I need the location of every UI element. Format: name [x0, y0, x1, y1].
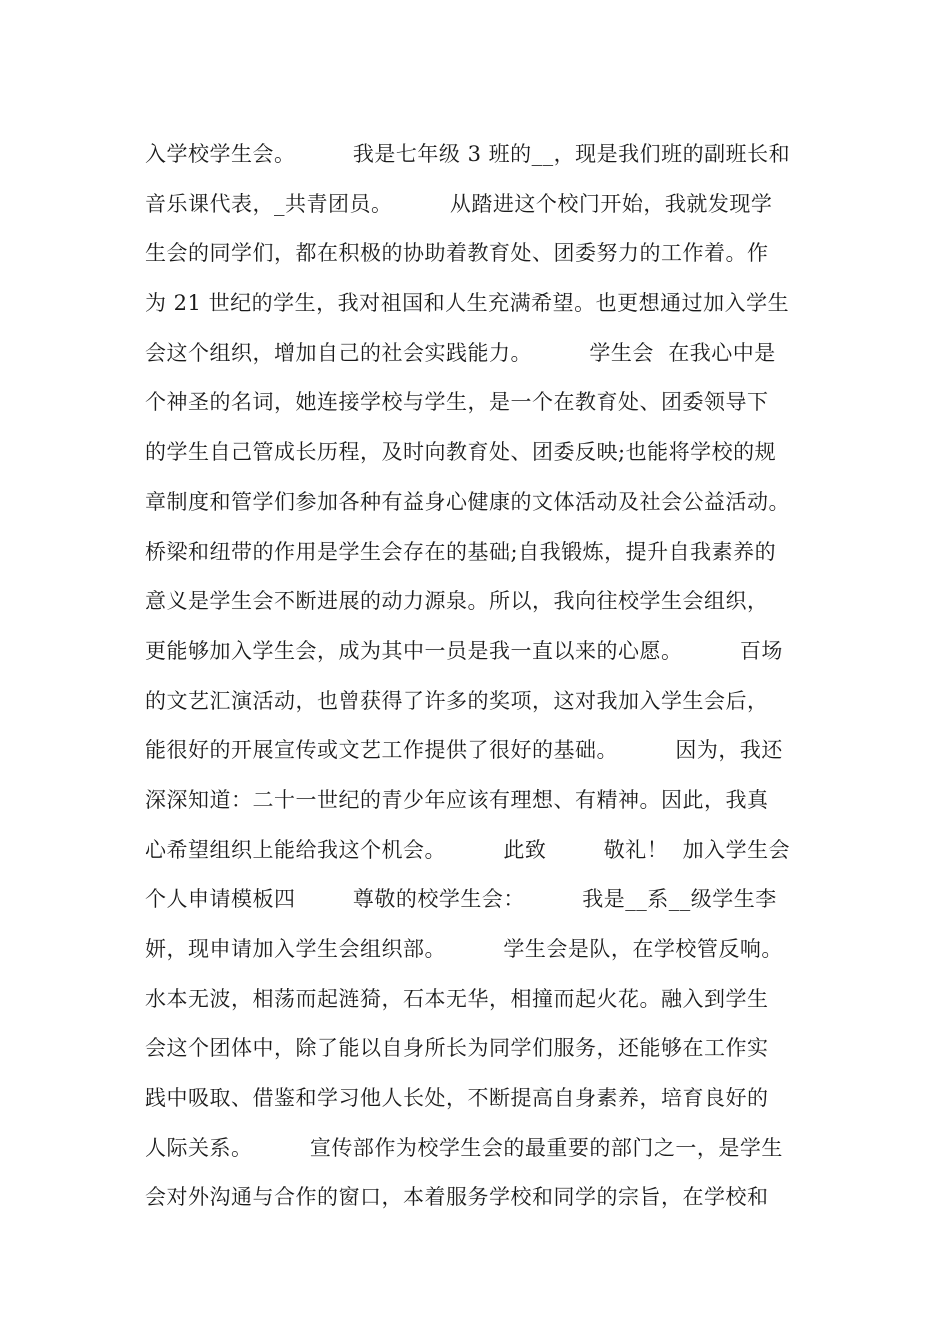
text-line-3: 生会的同学们，都在积极的协助着教育处、团委努力的工作着。作	[145, 241, 769, 266]
text-line-19: 会这个团体中，除了能以自身所长为同学们服务，还能够在工作实	[145, 1036, 769, 1061]
text-line-9: 桥梁和纽带的作用是学生会存在的基础;自我锻炼，提升自我素养的	[145, 539, 777, 564]
body-text	[145, 130, 835, 1223]
text-line-2: 音乐课代表，_共青团员。 从踏进这个校门开始，我就发现学	[145, 191, 773, 216]
text-line-1: 入学校学生会。 我是七年级 3 班的__，现是我们班的副班长和	[145, 142, 791, 166]
text-line-4: 为 21 世纪的学生，我对祖国和人生充满希望。也更想通过加入学生	[145, 291, 790, 316]
text-line-20: 践中吸取、借鉴和学习他人长处，不断提高自身素养，培育良好的	[145, 1086, 769, 1111]
text-line-6: 个神圣的名词，她连接学校与学生，是一个在教育处、团委领导下	[145, 390, 769, 415]
text-line-8: 章制度和管学们参加各种有益身心健康的文体活动及社会公益活动。	[145, 489, 790, 514]
text-line-16: 个人申请模板四 尊敬的校学生会： 我是__系__级学生李	[145, 887, 777, 912]
text-line-22: 会对外沟通与合作的窗口，本着服务学校和同学的宗旨，在学校和	[145, 1185, 769, 1210]
text-line-17: 妍，现申请加入学生会组织部。 学生会是队，在学校管反响。	[145, 937, 783, 961]
text-line-15: 心希望组织上能给我这个机会。 此致 敬礼！ 加入学生会	[145, 837, 791, 862]
text-line-18: 水本无波，相荡而起涟猗，石本无华，相撞而起火花。融入到学生	[145, 986, 769, 1011]
text-line-12: 的文艺汇演活动，也曾获得了许多的奖项，这对我加入学生会后，	[145, 688, 769, 713]
text-line-5: 会这个组织，增加自己的社会实践能力。 学生会 在我心中是	[145, 340, 776, 365]
text-line-21: 人际关系。 宣传部作为校学生会的最重要的部门之一，是学生	[145, 1135, 783, 1160]
text-line-10: 意义是学生会不断进展的动力源泉。所以，我向往校学生会组织，	[145, 589, 769, 614]
text-line-14: 深深知道：二十一世纪的青少年应该有理想、有精神。因此，我真	[145, 787, 769, 812]
text-line-13: 能很好的开展宣传或文艺工作提供了很好的基础。 因为，我还	[145, 738, 783, 763]
text-line-7: 的学生自己管成长历程，及时向教育处、团委反映;也能将学校的规	[145, 440, 777, 465]
text-line-11: 更能够加入学生会，成为其中一员是我一直以来的心愿。 百场	[145, 638, 783, 663]
